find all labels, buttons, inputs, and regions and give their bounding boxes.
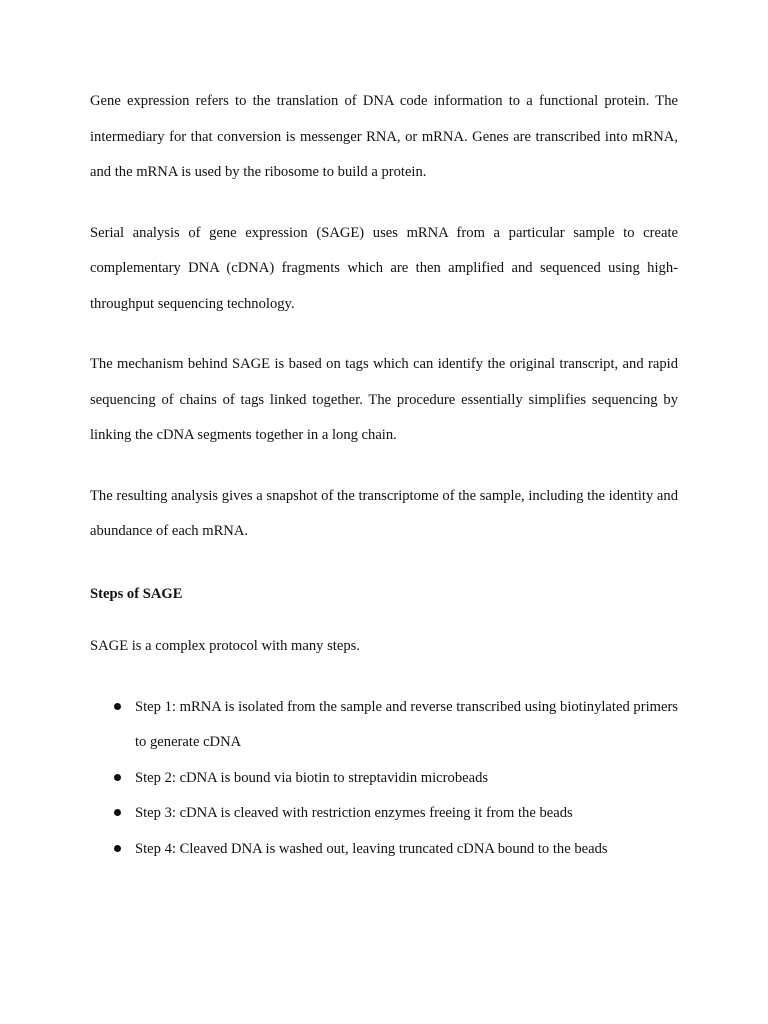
document-page: [90, 84, 678, 867]
bullet-icon: [112, 796, 122, 832]
step-text: Step 1: mRNA is isolated from the sample and reverse transcribed using biotinylated primers to generate cDNA: [135, 698, 678, 750]
section-intro: SAGE is a complex protocol with many steps.: [90, 638, 360, 654]
list-item: [90, 761, 678, 797]
bullet-icon: [112, 761, 122, 797]
paragraph-sage-definition: Serial analysis of gene expression (SAGE) uses mRNA from a particular sample to create complementary DNA (cDNA) fragments which are then amplified and sequenced using high-throughput sequencing technology.: [90, 224, 678, 312]
step-text: Step 3: cDNA is cleaved with restriction enzymes freeing it from the beads: [135, 805, 573, 821]
bullet-icon: [112, 690, 122, 726]
step-text: Step 4: Cleaved DNA is washed out, leaving truncated cDNA bound to the beads: [135, 840, 608, 857]
paragraph-gene-expression: Gene expression refers to the translation of DNA code information to a functional protein. The intermediary for that conversion is messenger RNA, or mRNA. Genes are transcribed into mRNA, and the mRNA is used by the ribosome to build a protein.: [90, 93, 678, 180]
bullet-icon: [112, 832, 122, 868]
steps-list: [90, 690, 678, 868]
step-text: Step 2: cDNA is bound via biotin to streptavidin microbeads: [135, 769, 489, 786]
list-item: [90, 690, 678, 761]
paragraph-sage-result: The resulting analysis gives a snapshot of the transcriptome of the sample, including the identity and abundance of each mRNA.: [90, 487, 678, 539]
list-item: [90, 796, 678, 832]
paragraph-sage-mechanism: The mechanism behind SAGE is based on tags which can identify the original transcript, and rapid sequencing of chains of tags linked together. The procedure essentially simplifies sequencing by linking the cDNA segments together in a long chain.: [90, 356, 678, 443]
section-heading: Steps of SAGE: [90, 585, 183, 602]
list-item: [90, 832, 678, 868]
